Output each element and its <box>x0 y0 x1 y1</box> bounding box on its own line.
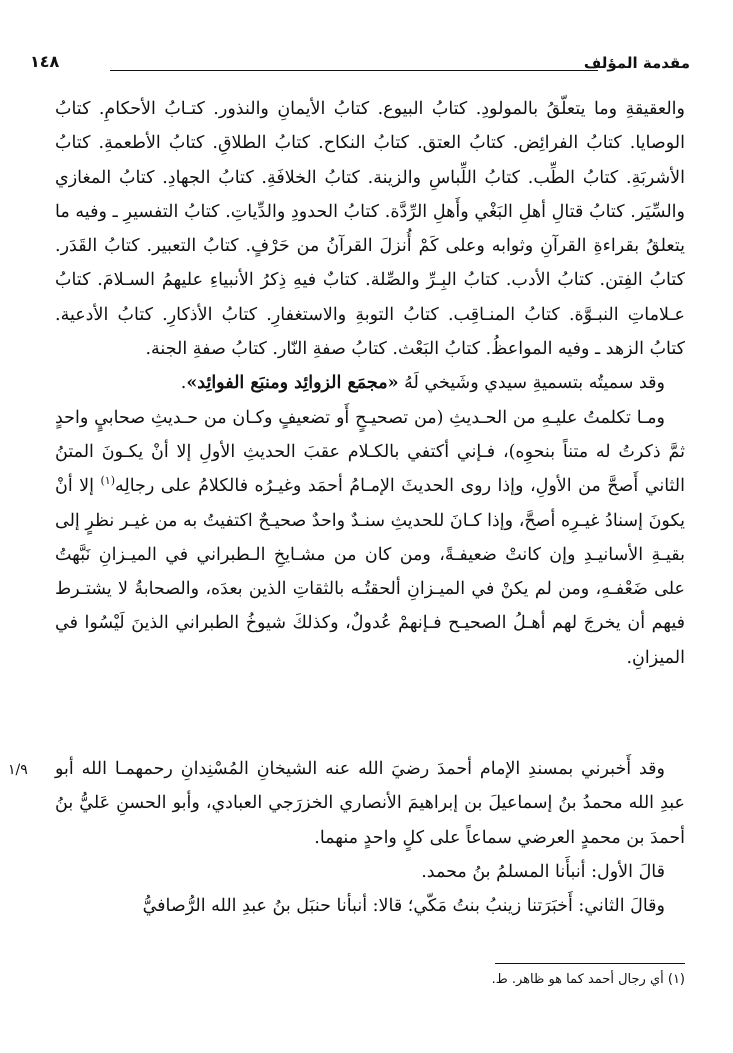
chain-paragraph-3: وقالَ الثاني: أَخبَرَتنا زينبُ بنتُ مَكّي؛ قالا: أنبأنا حنبَل بنُ عبدِ الله الرُّصافيُّ <box>142 896 665 917</box>
chain-paragraph-2: قالَ الأول: أنبأَنا المسلمُ بنُ محمد. <box>421 861 665 882</box>
method-text-part1: ومـا تكلمتُ عليـهِ من الحـديثِ (من تصحيـحٍ أَو تضعيفٍ وكـان من حـديثِ صحابيٍ واحدٍ ثمَّ ذكرتُ له متناً بنحوِه)، فـإني أكتفي بالكـلام عقبَ الحديثِ الأولِ إلا أنْ يكـونَ المتنُ الثاني أَصحَّ من الأولِ، وإذا روى الحديثَ الإمـامُ أحمَد وغيـرُه فالكلامُ على رجالِه <box>55 407 685 497</box>
method-paragraph <box>55 401 685 675</box>
books-list-paragraph: والعقيقةِ وما يتعلّقُ بالمولودِ. كتابُ البيوع. كتابُ الأيمانِ والنذور. كتـابُ الأحكامِ. كتابُ الوصايا. كتابُ الفرائِض. كتابُ العتق. كتابُ النكاح. كتابُ الطلاقِ. كتابُ الأطعمةِ. كتابُ الأشربَةِ. كتابُ الطِّب. كتابُ اللِّباسِ والزينة. كتابُ الخلافَةِ. كتابُ الجهادِ. كتابُ المغازي والسِّيَر. كتابُ قتالِ أهلِ البَغْي وأَهلِ الرِّدَّة. كتابُ الحدودِ والدِّياتِ. كتابُ التفسيرِ ـ وفيه ما يتعلقُ بقراءةِ القرآنِ وثوابه وعلى كَمْ أُنزلَ القرآنُ من حَرْفٍ. كتابُ التعبير. كتابُ القَدَر. كتابُ الفِتن. كتابُ الأدب. كتابُ البِـرِّ والصِّلة. كتابٌ فيهِ ذِكرُ الأنبياءِ عليهمُ السـلامَ. كتابُ عـلاماتِ النبـوَّة. كتابُ المنـاقِب. كتابُ التوبةِ والاستغفارِ. كتابُ الأذكارِ. كتابُ الأدعية. كتابُ الزهد ـ وفيه المواعظُ. كتابُ البَعْث. كتابُ صفةِ النّار. كتابُ صفةِ الجنة. <box>55 99 685 360</box>
page-number: ١٤٨ <box>30 52 60 71</box>
naming-prefix: وقد سميتُه بتسميةِ سيدي وشَيخي لَهُ <box>404 373 665 394</box>
footnote-text: (١) أي رجال أحمد كما هو ظاهر. ط. <box>491 972 685 987</box>
method-text-part2: إلا أنْ يكونَ إسنادُ غيـرِه أصحَّ، وإذا كـانَ للحديثِ سنـدٌ واحدٌ صحيـحٌ اكتفيتُ به من غيـر نظرٍ إلى بقيـةِ الأسانيـدِ وإن كانتْ ضعيفـةً، ومن كان من مشـايخِ الـطبراني في الميـزانِ نَبَّهتُ على ضَعْفـهِ، ومن لم يكنْ في الميـزانِ ألحقتُـه بالثقاتِ الذين بعدَه، والصحابةُ لا يشتـرط فيهم أن يخرجَ لهم أهـلُ الصحيـح فـإنهمْ عُدولٌ، وكذلكَ شيوخُ الطبراني الذينَ لَيْسُوا في الميزانِ. <box>55 476 685 668</box>
naming-paragraph <box>55 366 685 400</box>
chain-section <box>55 752 685 923</box>
main-text <box>55 92 685 675</box>
book-title: «مجمَع الزوائِد ومنبَع الفوائِد» <box>186 373 399 394</box>
margin-volume-note: ١/٩ <box>8 762 28 778</box>
page-title: مقدمة المؤلف <box>583 54 690 72</box>
header-divider <box>110 70 598 71</box>
chain-paragraph-1: وقد أَخبرني بمسندِ الإمام أحمدَ رضيَ الله عنه الشيخانِ المُسْنِدانِ رحمهمـا الله أبو عبدِ الله محمدُ بنُ إسماعيلَ بن إبراهيمَ الأنصاري الخزرَجي العبادي، وأبو الحسنِ عَليُّ بنُ أحمدَ بن محمدٍ العرضي سماعاً على كلٍ واحدٍ منهما. <box>55 759 685 848</box>
footnote-divider <box>495 963 685 964</box>
footnote-marker[interactable]: (١) <box>100 474 116 488</box>
naming-suffix: . <box>180 373 187 394</box>
page-header <box>30 50 690 80</box>
